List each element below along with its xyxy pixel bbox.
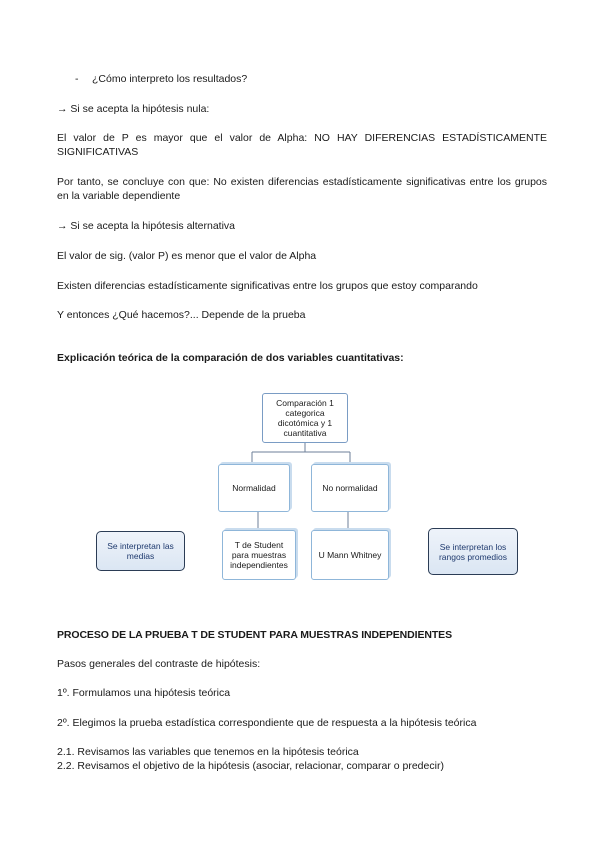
mann-whitney-box: U Mann Whitney [311,530,389,580]
bullet-dash: - [75,73,79,85]
t-student-box: T de Student para muestras independientes [222,530,296,580]
what-now-line: Y entonces ¿Qué hacemos?... Depende de la prueba [57,309,306,321]
step-2: 2º. Elegimos la prueba estadística correspondiente que de respuesta a la hipótesis teórica [57,717,477,729]
process-section-title: PROCESO DE LA PRUEBA T DE STUDENT PARA MUESTRAS INDEPENDIENTES [57,629,452,641]
process-intro: Pasos generales del contraste de hipótesis: [57,658,261,670]
step-2-1: 2.1. Revisamos las variables que tenemos en la hipótesis teórica [57,746,359,758]
non-normality-box: No normalidad [311,464,389,512]
diff-exist-line: Existen diferencias estadísticamente significativas entre los grupos que estoy comparando [57,280,478,292]
conclusion-no-diff-paragraph: Por tanto, se concluye con que: No existen diferencias estadísticamente significativas entre los grupos en la variable dependiente [57,176,547,202]
sig-less-line: El valor de sig. (valor P) es menor que el valor de Alpha [57,250,317,262]
question-text: ¿Cómo interpreto los resultados? [92,73,248,85]
null-hypothesis-line: → Si se acepta la hipótesis nula: [57,103,210,115]
step-1: 1º. Formulamos una hipótesis teórica [57,687,231,699]
theory-section-title: Explicación teórica de la comparación de dos variables cuantitativas: [57,352,404,364]
diagram-root-box: Comparación 1 categorica dicotómica y 1 cuantitativa [262,393,348,443]
alt-hypothesis-line: → Si se acepta la hipótesis alternativa [57,220,236,232]
ranks-note-box: Se interpretan los rangos promedios [428,528,518,575]
question-bullet [75,72,565,86]
p-value-greater-paragraph: El valor de P es mayor que el valor de Alpha: NO HAY DIFERENCIAS ESTADÍSTICAMENTE SIGNIFICATIVAS [57,132,547,158]
step-2-2: 2.2. Revisamos el objetivo de la hipótesis (asociar, relacionar, comparar o predecir) [57,760,444,772]
normality-box: Normalidad [218,464,290,512]
means-note-box: Se interpretan las medias [96,531,185,571]
